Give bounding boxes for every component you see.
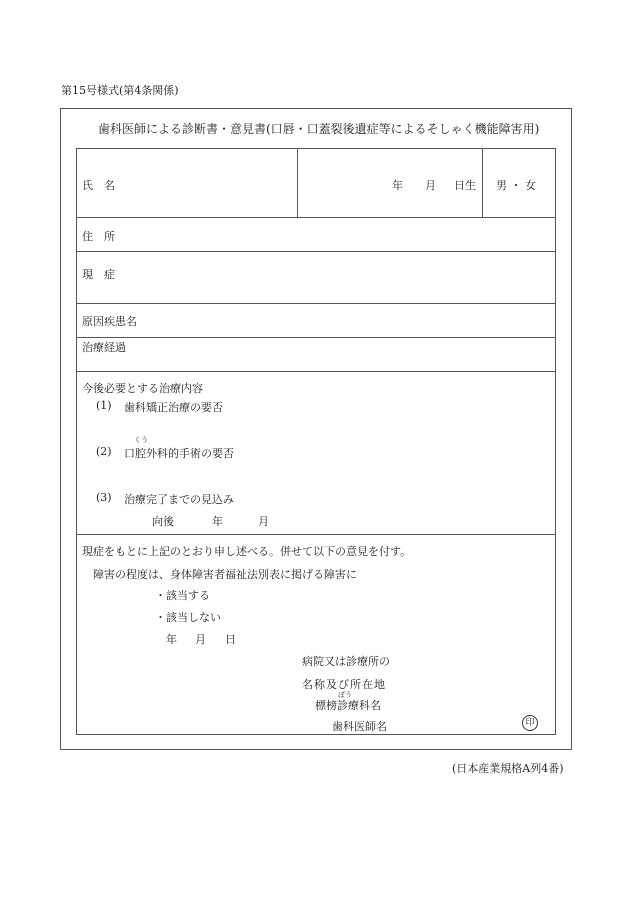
prospect-year-label: 年 xyxy=(212,515,223,528)
ruby-reading: ぼう xyxy=(338,691,352,699)
form-number: 第15号様式(第4条関係) xyxy=(61,84,179,97)
hospital-label-line1: 病院又は診療所の xyxy=(302,655,390,668)
paper-size-note: (日本産業規格A列4番) xyxy=(452,762,564,775)
date-year-label: 年 xyxy=(166,633,177,646)
opinion-statement: 現症をもとに上記のとおり申し述べる。併せて以下の意見を付す。 xyxy=(82,545,412,558)
dentist-name-label: 歯科医師名 xyxy=(332,720,387,733)
department-label: 標榜診療科名 xyxy=(315,699,381,712)
treatment-history-label: 治療経過 xyxy=(82,341,126,354)
disability-degree-text: 障害の程度は、身体障害者福祉法別表に掲げる障害に xyxy=(93,568,357,581)
item-completion: 治療完了までの見込み xyxy=(124,493,234,506)
divider xyxy=(76,303,556,304)
form-table xyxy=(76,148,556,735)
item-number: (1) xyxy=(96,399,112,412)
future-treatment-label: 今後必要とする治療内容 xyxy=(82,382,203,395)
prospect-prefix: 向後 xyxy=(152,515,174,528)
birth-year-label: 年 xyxy=(392,179,403,192)
option-applicable: ・該当する xyxy=(155,589,210,602)
divider xyxy=(76,251,556,252)
hospital-label-line2: 名称及び所在地 xyxy=(302,678,386,691)
option-not-applicable: ・該当しない xyxy=(155,611,221,624)
name-label: 氏 名 xyxy=(82,179,115,192)
form-title: 歯科医師による診断書・意見書(口唇・口蓋裂後遺症等によるそしゃく機能障害用) xyxy=(98,122,540,136)
sex-field: 男 ・ 女 xyxy=(496,179,536,192)
birth-month-label: 月 xyxy=(425,179,436,192)
item-number: (3) xyxy=(96,491,112,504)
symptom-label: 現 症 xyxy=(82,268,115,281)
item-orthodontic: 歯科矯正治療の要否 xyxy=(124,401,223,414)
birth-day-label: 日生 xyxy=(454,179,476,192)
divider xyxy=(482,148,483,217)
divider xyxy=(76,534,556,535)
date-day-label: 日 xyxy=(225,633,236,646)
item-number: (2) xyxy=(96,445,112,458)
divider xyxy=(76,371,556,372)
divider xyxy=(297,148,298,217)
prospect-month-label: 月 xyxy=(258,515,269,528)
date-month-label: 月 xyxy=(195,633,206,646)
divider xyxy=(76,337,556,338)
item-oral-surgery: 口腔外科的手術の要否 xyxy=(124,447,234,460)
divider xyxy=(76,217,556,218)
disease-label: 原因疾患名 xyxy=(82,315,137,328)
address-label: 住 所 xyxy=(82,230,115,243)
ruby-reading: くう xyxy=(134,436,148,444)
seal-mark: 印 xyxy=(522,715,538,731)
